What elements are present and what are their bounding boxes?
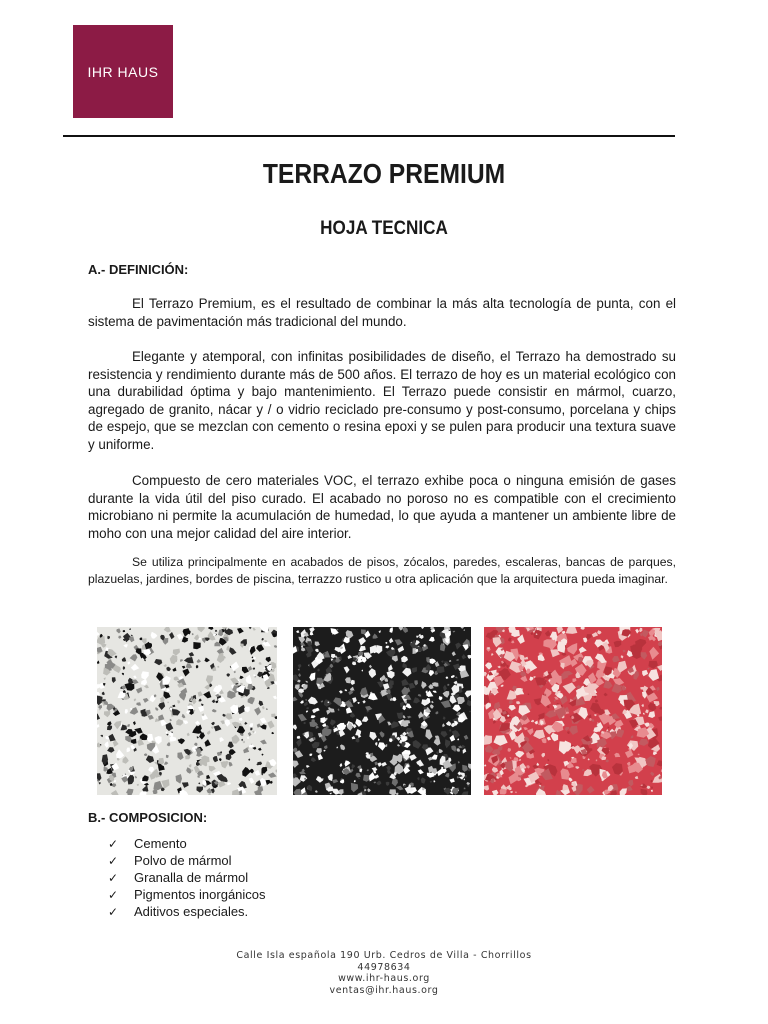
swatch-black-terrazzo: [293, 627, 471, 795]
checkmark-icon: ✓: [108, 854, 119, 868]
footer-website: www.ihr-haus.org: [338, 973, 430, 984]
document-subtitle: HOJA TECNICA: [320, 218, 448, 239]
definition-paragraph-3: Compuesto de cero materiales VOC, el terrazo exhibe poca o ninguna emisión de gases durante la vida útil del piso curado. El acabado no poroso no es compatible con el crecimiento microbiano ni permite la acumulación de humedad, lo que ayuda a mantener un ambiente libre de moho con una mejor calidad del aire interior.: [88, 473, 676, 541]
list-item: [108, 869, 266, 886]
definition-paragraph-4: Se utiliza principalmente en acabados de pisos, zócalos, paredes, escaleras, bancas de parques, plazuelas, jardines, bordes de piscina, terrazzo rustico u otra aplicación que la arquitectura pueda imaginar.: [88, 555, 676, 586]
swatch-red-terrazzo: [484, 627, 662, 795]
list-item-label: Aditivos especiales.: [134, 904, 249, 919]
header-divider: [63, 135, 675, 137]
list-item: [108, 903, 266, 920]
section-a-heading: A.- DEFINICIÓN:: [88, 262, 189, 277]
footer-phone: 44978634: [357, 961, 411, 973]
composition-list: [108, 835, 266, 920]
footer: [0, 950, 768, 996]
document-title: TERRAZO PREMIUM: [262, 158, 506, 189]
brand-logo: [73, 25, 173, 118]
checkmark-icon: ✓: [108, 871, 119, 885]
footer-email: ventas@ihr.haus.org: [329, 984, 439, 996]
checkmark-icon: ✓: [108, 837, 119, 851]
section-b-heading: B.- COMPOSICION:: [88, 810, 208, 825]
list-item-label: Granalla de mármol: [134, 870, 249, 885]
definition-paragraph-1: El Terrazo Premium, es el resultado de combinar la más alta tecnología de punta, con el sistema de pavimentación más tradicional del mundo.: [88, 296, 676, 329]
checkmark-icon: ✓: [108, 905, 119, 919]
list-item: [108, 835, 266, 852]
footer-address: Calle Isla española 190 Urb. Cedros de Villa - Chorrillos: [236, 950, 532, 961]
list-item-label: Polvo de mármol: [134, 853, 232, 868]
list-item: [108, 886, 266, 903]
list-item-label: Pigmentos inorgánicos: [134, 887, 266, 902]
checkmark-icon: ✓: [108, 888, 119, 902]
list-item: [108, 852, 266, 869]
list-item-label: Cemento: [134, 836, 187, 851]
swatch-white-terrazzo: [97, 627, 277, 795]
logo-text: IHR HAUS: [87, 63, 159, 80]
definition-paragraph-2: Elegante y atemporal, con infinitas posibilidades de diseño, el Terrazo ha demostrado su resistencia y rendimiento durante más de 500 años. El terrazo de hoy es un material ecológico con una durabilidad óptima y bajo mantenimiento. El Terrazo puede consistir en mármol, cuarzo, agregado de granito, nácar y / o vidrio reciclado pre-consumo y post-consumo, porcelana y chips de espejo, que se mezclan con cemento o resina epoxi y se pulen para producir una textura suave y uniforme.: [88, 349, 676, 452]
